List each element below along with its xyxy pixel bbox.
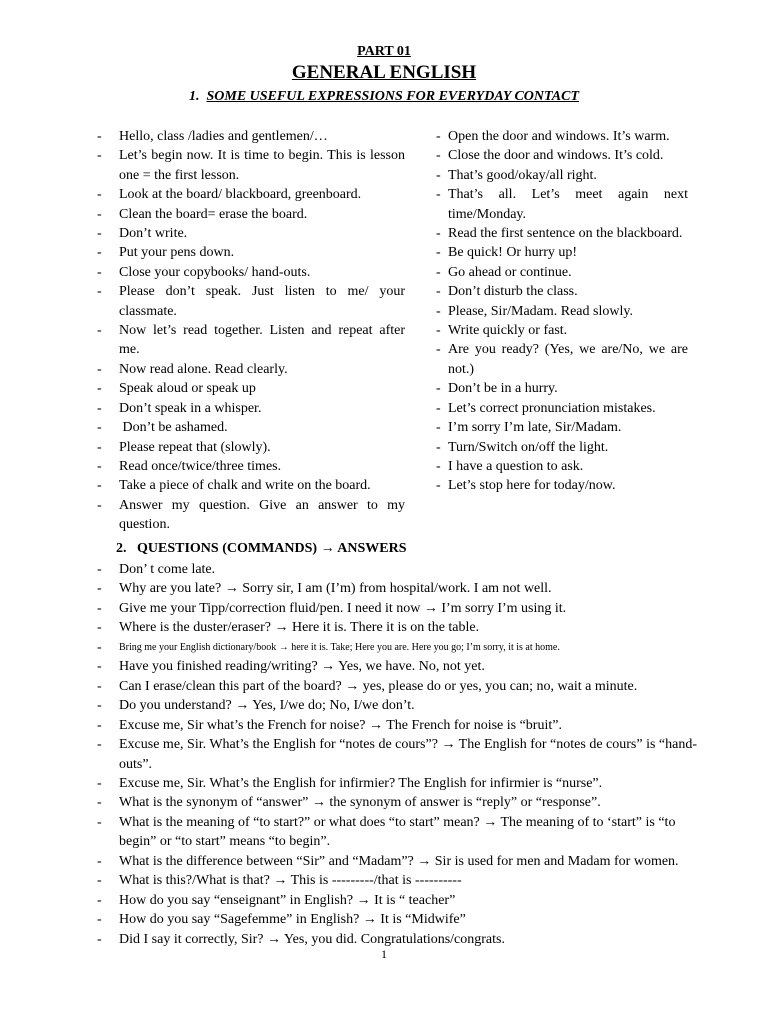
list-item: - Did I say it correctly, Sir? → Yes, you did. Congratulations/congrats. [97,931,505,947]
list-item: - What is this?/What is that? → This is ---------/that is ---------- [97,873,462,889]
section-2-heading [116,541,407,557]
list-item: - That’s good/okay/all right. [436,167,597,183]
list-item: - Hello, class /ladies and gentlemen/… [97,129,328,144]
list-item: - Now let’s read together. Listen and repeat after me. [97,323,405,358]
list-item: - Why are you late? → Sorry sir, I am (I’m) from hospital/work. I am not well. [97,581,552,597]
list-item: - Speak aloud or speak up [97,381,256,397]
section-2-number: 2. [116,541,127,556]
list-item: - Are you ready? (Yes, we are/No, we are not.) [436,342,688,377]
list-item: - Don’t be ashamed. [97,420,228,436]
list-item: - Please, Sir/Madam. Read slowly. [436,303,633,319]
list-item: - Excuse me, Sir. What’s the English for infirmier? The English for infirmier is “nurse”. [97,775,603,791]
list-item: - Don’t be in a hurry. [436,381,558,397]
list-item: - How do you say “enseignant” in English? → It is “ teacher” [97,892,456,908]
list-item: - Have you finished reading/writing? → Yes, we have. No, not yet. [97,659,485,675]
list-item: - Look at the board/ blackboard, greenboard. [97,187,362,203]
list-item: - Let’s stop here for today/now. [436,478,616,494]
left-expressions-column [97,127,405,535]
page-title: GENERAL ENGLISH [291,62,477,83]
list-item: - That’s all. Let’s meet again next time/Monday. [436,187,688,222]
section-1-title: SOME USEFUL EXPRESSIONS FOR EVERYDAY CONTACT [206,89,580,104]
list-item: - Give me your Tipp/correction fluid/pen. I need it now → I’m sorry I’m using it. [97,600,567,616]
list-item: - Write quickly or fast. [436,323,568,339]
list-item: - Read the first sentence on the blackboard. [436,226,683,242]
list-item: - Take a piece of chalk and write on the board. [97,478,371,494]
list-item: - How do you say “Sagefemme” in English? → It is “Midwife” [97,912,466,928]
list-item: - Excuse me, Sir what’s the French for noise? → The French for noise is “bruit”. [97,717,562,733]
list-item: - Close the door and windows. It’s cold. [436,148,664,164]
list-item: - Don’t write. [97,226,188,242]
list-item: - Bring me your English dictionary/book → here it is. Take; Here you are. Here you go; I’m sorry, it is at home. [97,639,560,655]
list-item: - I have a question to ask. [436,458,584,474]
list-item: - What is the meaning of “to start?” or what does “to start” mean? → The meaning of to ‘start” is “to begin” or “to start” means “to begin”. [97,814,676,850]
right-expressions-column [436,127,688,496]
list-item: - Be quick! Or hurry up! [436,245,578,261]
list-item: - Close your copybooks/ hand-outs. [97,264,311,280]
list-item: - Excuse me, Sir. What’s the English for “notes de cours”? → The English for “notes de cours” is “hand-outs”. [97,737,697,772]
list-item: - Clean the board= erase the board. [97,206,308,222]
list-item: - Do you understand? → Yes, I/we do; No, I/we don’t. [97,698,415,714]
list-item: - Let’s begin now. It is time to begin. This is lesson one = the first lesson. [97,148,405,183]
list-item: - Don’t speak in a whisper. [97,400,262,416]
list-item: - Please repeat that (slowly). [97,439,271,455]
list-item: - Go ahead or continue. [436,264,572,280]
list-item: - Now read alone. Read clearly. [97,361,288,377]
qa-list [97,560,697,949]
list-item: - Can I erase/clean this part of the board? → yes, please do or yes, you can; no, wait a minute. [97,678,638,694]
page-number: 1 [381,947,387,961]
list-item: - Don’t disturb the class. [436,284,578,300]
list-item: - Put your pens down. [97,245,235,261]
section-2-title: QUESTIONS (COMMANDS) → ANSWERS [137,541,407,556]
part-heading: PART 01 [357,44,411,59]
list-item: - What is the difference between “Sir” and “Madam”? → Sir is used for men and Madam for women. [97,853,679,869]
list-item: - Where is the duster/eraser? → Here it is. There it is on the table. [97,620,480,636]
list-item: - Don’ t come late. [97,562,216,577]
list-item: - Answer my question. Give an answer to my question. [97,497,405,533]
list-item: - Read once/twice/three times. [97,458,282,474]
list-item: - Please don’t speak. Just listen to me/ your classmate. [97,284,405,319]
section-1-heading [0,89,768,105]
list-item: - I’m sorry I’m late, Sir/Madam. [436,420,622,436]
list-item: - Turn/Switch on/off the light. [436,439,609,455]
section-1-number: 1. [188,89,200,104]
list-item: - What is the synonym of “answer” → the synonym of answer is “reply” or “response”. [97,795,601,811]
list-item: - Let’s correct pronunciation mistakes. [436,400,656,416]
list-item: - Open the door and windows. It’s warm. [436,129,670,144]
